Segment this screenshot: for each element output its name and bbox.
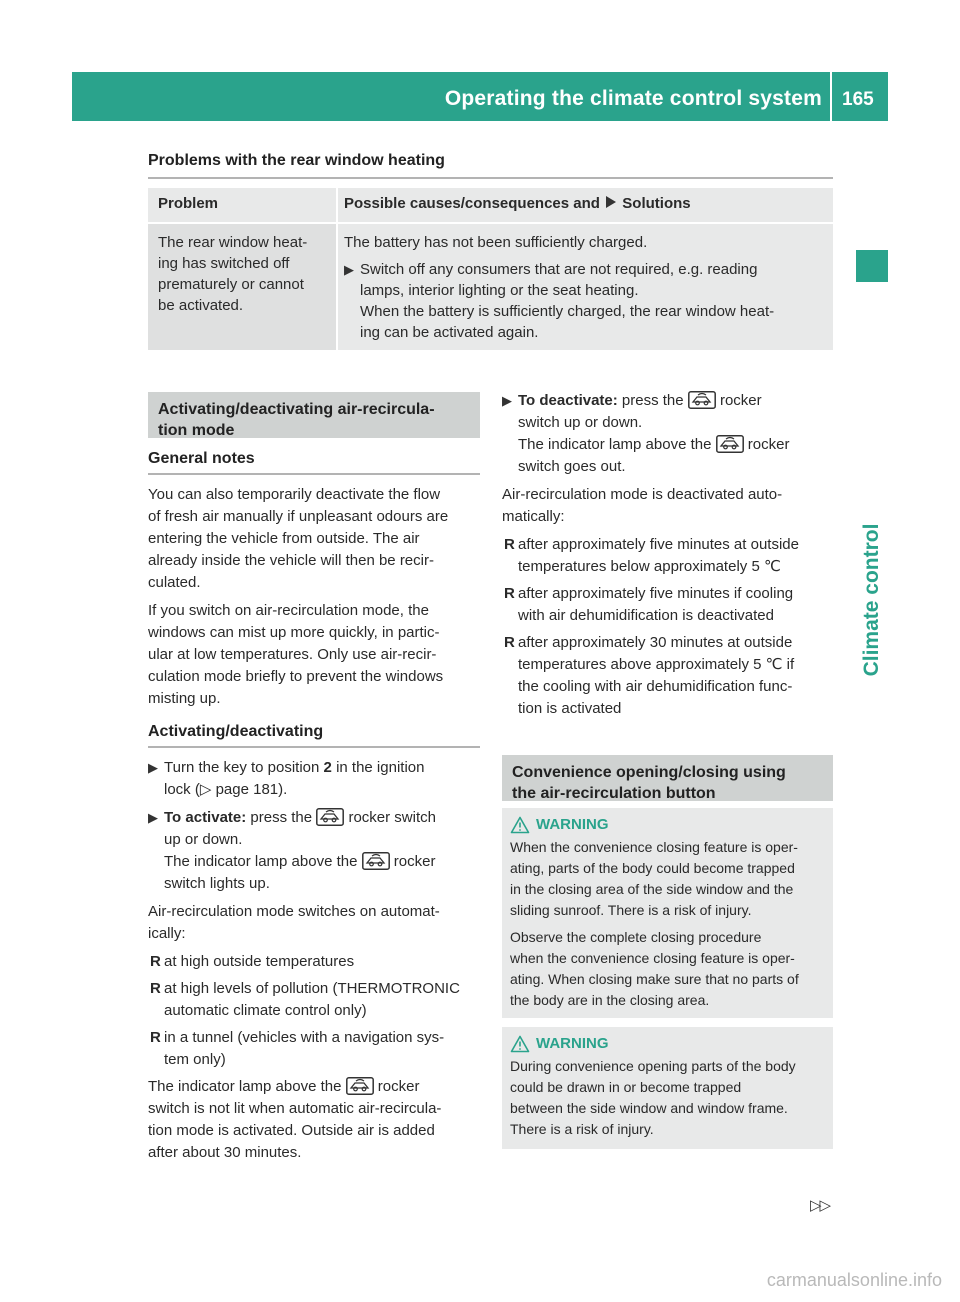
side-tab-label: Climate control <box>860 523 883 677</box>
warning-triangle-icon <box>510 816 530 834</box>
warning-triangle-icon <box>510 1035 530 1053</box>
page-ref-arrow-icon: ▷ <box>199 781 212 798</box>
table-header-solutions: Possible causes/consequences and Solutions <box>338 188 833 222</box>
side-tab-marker <box>856 250 888 282</box>
table-cell-solution: The battery has not been sufficiently charged. ▶ Switch off any consumers that are not required, e.g. reading lamps, interior lighting or the seat heating. When the battery is sufficiently charged, the rear window heat- ing can be activated again. <box>338 224 833 350</box>
step-arrow-icon <box>604 195 618 209</box>
warning-box-closing: WARNING When the convenience closing feature is oper- ating, parts of the body could become trapped in the closing area of the side window and the sliding sunroof. There is a risk of injury. Observe the complete closing procedure when the convenience closing feature is oper- ating. When closing make sure that no parts of the body are in the closing area. <box>502 808 833 1018</box>
table-header-problem: Problem <box>148 188 336 222</box>
list-item: R at high levels of pollution (THERMOTRONIC automatic climate control only) <box>150 980 460 1019</box>
step-arrow-icon: ▶ <box>502 393 512 408</box>
deactivating-text: ▶ To deactivate: press the rocker switch up or down. The indicator lamp above the rocker switch goes out. Air-recirculation mode is deactivated auto- matically: R after approximately five minutes at outside temperatures below approximately 5 ℃ R after approximately five minutes if cooling with air dehumidification is deactivated R after approximately 30 minutes at outside temperatures above approximately 5 ℃ if the cooling with air dehumidification func- tion is activated <box>502 390 836 725</box>
activating-rule <box>148 746 480 748</box>
solution-step: ▶ Switch off any consumers that are not required, e.g. reading lamps, interior lighting or the seat heating. When the battery is sufficiently charged, the rear window heat- ing can be activated again. <box>344 261 775 341</box>
table-title-rule <box>148 177 833 179</box>
recirculation-rocker-icon <box>688 391 716 409</box>
list-item: R after approximately 30 minutes at outside temperatures above approximately 5 ℃ if the cooling with air dehumidification func- tion is activated <box>504 634 795 717</box>
table-title: Problems with the rear window heating <box>148 152 445 169</box>
warning-label: WARNING <box>536 1035 609 1052</box>
watermark: carmanualsonline.info <box>766 1270 942 1290</box>
recirculation-rocker-icon <box>716 435 744 453</box>
activating-text: ▶ Turn the key to position 2 in the ignition lock (▷ page 181). ▶ To activate: press the rocker switch up or down. The indicator lamp above the rocker switch lights up. Air-recirculation mode switches on automat- ically: R at high outside temperatures R at high levels of pollution (THERMOTRONIC automatic climate control only) R in a tunnel (vehicles with a navigation sys- tem only) The indicator lamp above the rocker switch is not lit when automatic air-recircula- tion mode is activated. Outside air is added after about 30 minutes. <box>148 757 482 1170</box>
header-divider <box>830 72 832 121</box>
continued-icon: ▷▷ <box>810 1197 830 1214</box>
list-item: R at high outside temperatures <box>150 953 355 970</box>
recirculation-rocker-icon <box>346 1077 374 1095</box>
step-turn-key: ▶ Turn the key to position 2 in the ignition lock (▷ page 181). <box>148 759 425 798</box>
page-header <box>72 72 888 121</box>
step-deactivate: ▶ To deactivate: press the rocker switch up or down. The indicator lamp above the rocker switch goes out. <box>502 392 790 475</box>
chapter-title: Operating the climate control system <box>444 87 822 110</box>
list-item: R in a tunnel (vehicles with a navigation sys- tem only) <box>150 1029 445 1068</box>
list-item: R after approximately five minutes at outside temperatures below approximately 5 ℃ <box>504 536 799 575</box>
activating-title: Activating/deactivating <box>148 723 324 740</box>
general-notes-title: General notes <box>148 450 255 467</box>
general-notes-text: You can also temporarily deactivate the flow of fresh air manually if unpleasant odours are entering the vehicle from outside. The air already inside the vehicle will then be recir- culated. If you switch on air-recirculation mode, the windows can mist up more quickly, in partic- ular at low temperatures. Only use air-recir- culation mode briefly to prevent the windows misting up. <box>148 486 449 707</box>
recirculation-rocker-icon <box>362 852 390 870</box>
general-notes-rule <box>148 473 480 475</box>
table-cell-problem: The rear window heat- ing has switched off prematurely or cannot be activated. <box>148 224 336 350</box>
page-number: 165 <box>842 89 874 110</box>
step-arrow-icon: ▶ <box>148 810 158 825</box>
step-arrow-icon: ▶ <box>148 760 158 775</box>
recirculation-rocker-icon <box>316 808 344 826</box>
warning-label: WARNING <box>536 816 609 833</box>
step-arrow-icon: ▶ <box>344 262 354 277</box>
list-item: R after approximately five minutes if cooling with air dehumidification is deactivated <box>504 585 794 624</box>
section-heading-convenience: Convenience opening/closing using the air-recirculation button <box>502 755 833 801</box>
section-heading-recirculation: Activating/deactivating air-recircula- tion mode <box>148 392 480 438</box>
step-activate: ▶ To activate: press the rocker switch up or down. The indicator lamp above the rocker switch lights up. <box>148 809 436 892</box>
warning-box-opening: WARNING During convenience opening parts of the body could be drawn in or become trapped between the side window and window frame. There is a risk of injury. <box>502 1027 833 1149</box>
